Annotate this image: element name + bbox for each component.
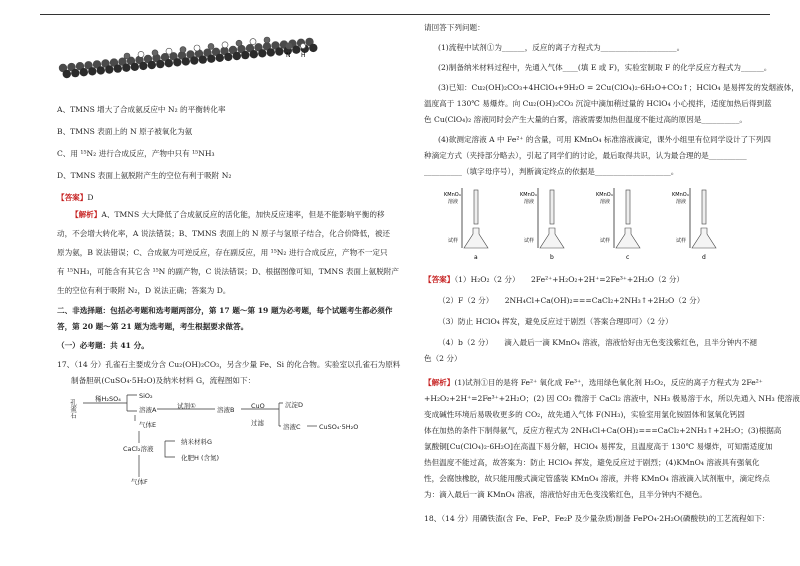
surface-atom	[139, 62, 147, 70]
flow-sio2: SiO₂	[139, 392, 153, 400]
explain-tag-right: 【解析】	[424, 378, 455, 387]
section-heading-1: 二、非选择题：包括必考题和选考题两部分，第 17 题～第 19 题为必考题，每个试题考生都必须作	[57, 306, 393, 315]
surface-atom	[216, 54, 224, 62]
q17-line-1: 17、（14 分）孔雀石主要成分含 Cu₂(OH)₂CO₃，另含少量 Fe、Si 的化合物。实验室以孔雀石为原料	[57, 360, 401, 369]
apparatus-kmno4-label: KMnO₄	[520, 192, 537, 198]
apparatus-kmno4-label: KMnO₄	[672, 192, 689, 198]
legend-n-label: N	[286, 52, 291, 59]
explain-line-4: 有 ¹⁵NH₃，可能含有其它含 ¹⁵N 的副产物，C 说法错误；D、根据图像可知，TMNS 表面上氨脱附产	[57, 267, 399, 276]
right-column	[424, 22, 800, 525]
apparatus-c	[596, 188, 640, 261]
adsorbed-atom	[166, 48, 172, 54]
adsorbed-atom	[152, 50, 158, 56]
adsorbed-atom	[208, 43, 214, 49]
flow-filter: 过滤	[251, 419, 264, 427]
answer-heading	[424, 274, 754, 286]
q17-part-3-line-2: 温度高于 130℃ 易爆炸。向 Cu₂(OH)₂CO₃ 沉淀中滴加稍过量的 HClO₄ 小心搅拌，适度加热后得到蓝	[424, 99, 772, 108]
apparatus-letter: c	[626, 254, 630, 261]
answer-2: （2）F（2 分） 2NH₄Cl+Ca(OH)₂===CaCl₂+2NH₃↑+2H₂O（2 分）	[438, 296, 705, 305]
explain-right-8: 为：滴入最后一滴 KMnO₄ 溶液，溶液恰好由无色变浅紫红色，且半分钟内不褪色。	[424, 490, 708, 499]
apparatus-sample-label: 试样	[524, 238, 535, 244]
q17-part-3-line-1: (3)已知：Cu₂(OH)₂CO₃+4HClO₄+9H₂O = 2Cu(ClO₄)₂·6H₂O+CO₂↑；HClO₄ 是易挥发的发烟液体，	[438, 83, 799, 92]
flow-cuo: CuO	[251, 402, 265, 410]
surface-atom	[190, 56, 198, 64]
surface-atom	[80, 68, 88, 76]
apparatus-d	[672, 188, 716, 261]
legend-h-ball	[300, 43, 305, 48]
adsorbed-atom	[264, 37, 270, 43]
flow-cacl2: CaCl₂溶液	[123, 445, 154, 453]
surface-atom	[156, 60, 164, 68]
explain-right-7: 性，会腐蚀橡胶，故只能用酸式滴定管盛装 KMnO₄ 溶液，并将 KMnO₄ 溶液滴入试剂瓶中，滴定终点	[424, 474, 770, 483]
flow-gas-e: 气体E	[139, 421, 157, 429]
option-d: D、TMNS 表面上氨脱附产生的空位有利于吸附 N₂	[57, 171, 232, 180]
surface-atom	[105, 65, 113, 73]
q17-part-3-line-3: 色 Cu(ClO₄)₂ 溶液同时会产生大量的白雾，溶液需要加热但温度不能过高的原因是__________。	[424, 115, 747, 124]
flow-product: CuSO₄·5H₂O	[319, 423, 359, 431]
apparatus-solution-label: 溶液	[676, 199, 687, 205]
tmns-surface-figure	[57, 22, 387, 92]
answer-4-cont: 色（2 分）	[424, 354, 462, 363]
explain-right-text-1: (1)试剂①目的是将 Fe²⁺ 氧化成 Fe³⁺，选用绿色氧化剂 H₂O₂，反应的离子方程式为 2Fe²⁺	[454, 378, 763, 387]
apparatus-kmno4-label: KMnO₄	[596, 192, 613, 198]
answer-1: （1）H₂O₂（2 分） 2Fe²⁺+H₂O₂+2H⁺=2Fe³⁺+2H₂O（2 分）	[454, 275, 685, 284]
surface-atom	[165, 59, 173, 67]
q17-part-4-line-3: __________（填字母序号），判断滴定终点的依据是____________________。	[424, 167, 679, 176]
apparatus-sample-label: 试样	[600, 238, 611, 244]
surface-atom	[224, 53, 232, 61]
surface-atom	[131, 63, 139, 71]
surface-atom	[182, 57, 190, 65]
surface-atom	[275, 47, 283, 55]
surface-atom	[233, 52, 241, 60]
apparatus-sample-label: 试样	[448, 238, 459, 244]
answer-tag-right: 【答案】	[424, 275, 455, 284]
apparatus-letter: b	[550, 254, 554, 261]
flow-filtrate-a: 溶液A	[139, 406, 157, 414]
q18-line: 18、（14 分）用磷铁渣(含 Fe、FeP、Fe₂P 及少量杂质)制备 FePO₄·2H₂O(磷酸铁)的工艺流程如下：	[424, 514, 770, 523]
flow-fert: 化肥H (含氮)	[181, 454, 220, 462]
adsorbed-atom	[124, 53, 130, 59]
option-a: A、TMNS 增大了合成氨反应中 N₂ 的平衡转化率	[57, 105, 226, 114]
surface-atom	[292, 46, 300, 54]
surface-atom	[63, 70, 71, 78]
q17-part-1: (1)流程中试剂①为______，反应的离子方程式为____________________。	[438, 43, 685, 52]
surface-atom	[267, 48, 275, 56]
adsorbed-atom	[194, 45, 200, 51]
surface-atom	[199, 55, 207, 63]
explain-line-3: 原为氨，B 说法错误；C、合成氨为可逆反应，存在副反应，用 ¹⁵N₂ 进行合成反应，产物不一定只	[57, 248, 388, 257]
surface-atom	[148, 61, 156, 69]
subsection-heading: （一）必考题：共 41 分。	[57, 341, 149, 350]
apparatus-kmno4-label: KMnO₄	[444, 192, 461, 198]
apparatus-b	[520, 188, 564, 261]
apparatus-solution-label: 溶液	[524, 199, 535, 205]
adsorbed-atom	[138, 51, 144, 57]
explain-right-2: +H₂O₂+2H⁺=2Fe³⁺+2H₂O；(2) 因 CO₂ 微溶于 CaCl₂ 溶液中，NH₃ 极易溶于水，所以先通入 NH₃ 使溶液	[424, 394, 800, 403]
explain-right-5: 氯酸铜[Cu(ClO₄)₂·6H₂O]在高温下易分解，HClO₄ 易挥发，且温度高于 130℃ 易爆炸，可知需适度加	[424, 442, 773, 451]
q17-part-2: (2)制备纳米材料过程中，先通入气体____(填 E 或 F)，实验室制取 F 的化学反应方程式为______。	[438, 63, 772, 72]
explain-right-4: 体在加热的条件下制得氨气，反应方程式为 2NH₄Cl+Ca(OH)₂===CaCl₂+2NH₃↑+2H₂O；(3)根据高	[424, 426, 782, 435]
answer-4: （4）b（2 分） 滴入最后一滴 KMnO₄ 溶液，溶液恰好由无色变浅紫红色，且半分钟内不褪	[438, 338, 757, 347]
apparatus-letter: a	[474, 254, 478, 261]
flow-reagent1: 试剂①	[177, 402, 196, 410]
apparatus-solution-label: 溶液	[600, 199, 611, 205]
option-c: C、用 ¹⁵N₂ 进行合成反应，产物中只有 ¹⁵NH₃	[57, 149, 215, 158]
apparatus-letter: d	[702, 254, 706, 261]
legend-h-label: H	[301, 52, 306, 59]
surface-atom	[122, 64, 130, 72]
flow-filtrate-b: 溶液B	[217, 406, 235, 414]
surface-atom	[88, 67, 96, 75]
answer-3: （3）防止 HClO₄ 挥发，避免反应过于剧烈（答案合理即可）（2 分）	[438, 317, 673, 326]
left-column	[57, 22, 401, 493]
surface-atom	[258, 49, 266, 57]
surface-atom	[97, 66, 105, 74]
explain-right-6: 热但温度不能过高，故答案为：防止 HClO₄ 挥发，避免反应过于剧烈；(4)KMnO₄ 溶液具有强氧化	[424, 458, 760, 467]
adsorbed-atom	[236, 40, 242, 46]
surface-atom	[207, 55, 215, 63]
explain-right-3: 变成碱性环境后易吸收更多的 CO₂，故先通入气体 F(NH₃)，实验室用氯化铵固体和氢氧化钙固	[424, 410, 745, 419]
surface-atom	[173, 58, 181, 66]
q17-line-2: 制备胆矾(CuSO₄·5H₂O)及纳米材料 G，流程图如下：	[71, 376, 256, 385]
surface-atom	[250, 50, 258, 58]
answer-line	[57, 192, 387, 204]
apparatus-a	[444, 188, 488, 261]
explain-right-1	[424, 377, 763, 389]
adsorbed-atom	[250, 39, 256, 45]
explain-line-5: 生的空位有利于吸附 N₂，D 说法正确；答案为 D。	[57, 286, 231, 295]
process-flowchart	[57, 389, 357, 489]
adsorbed-atom	[222, 42, 228, 48]
flow-start: 孔雀石	[69, 399, 77, 419]
flow-precip-d: 沉淀D	[285, 401, 304, 409]
explain-text-1: A、TMNS 大大降低了合成氨反应的活化能，加快反应速率，但是不能影响平衡的移	[101, 210, 385, 219]
option-b: B、TMNS 表面上的 N 原子被氧化为氨	[57, 127, 193, 136]
answer-tag: 【答案】	[57, 193, 88, 202]
prompt-line: 请回答下列问题：	[424, 23, 485, 32]
flow-nano: 纳米材料G	[181, 438, 213, 446]
answer-value: D	[87, 193, 94, 202]
q17-part-4-line-2: 种滴定方式（夹持部分略去），引起了同学们的讨论，最后取得共识，认为最合理的是__________	[424, 151, 747, 160]
explain-tag: 【解析】	[71, 210, 102, 219]
q17-part-4-line-1: (4)欲测定溶液 A 中 Fe²⁺ 的含量，可用 KMnO₄ 标准溶液滴定，课外小组里有位同学设计了下列四	[438, 135, 771, 144]
header-rule	[40, 14, 770, 15]
flow-gas-f: 气体F	[131, 478, 148, 486]
surface-atom	[241, 51, 249, 59]
flow-filtrate-c: 溶液C	[283, 423, 301, 431]
section-heading-2: 答，第 20 题～第 21 题为选考题，考生根据要求做答。	[57, 322, 249, 331]
apparatus-solution-label: 溶液	[448, 199, 459, 205]
flow-acid: 稀H₂SO₄	[95, 395, 121, 403]
legend-n-ball	[286, 43, 293, 50]
explain-line-1	[57, 209, 387, 221]
explain-line-2: 动，不会增大转化率，A 说法错误；B、TMNS 表面上的 N 原子与氢原子结合，化合价降低，被还	[57, 229, 391, 238]
surface-atom	[114, 64, 122, 72]
surface-atom	[71, 69, 79, 77]
surface-atom	[309, 44, 317, 52]
titration-apparatus-figure	[424, 184, 754, 264]
adsorbed-atom	[180, 47, 186, 53]
apparatus-sample-label: 试样	[676, 238, 687, 244]
